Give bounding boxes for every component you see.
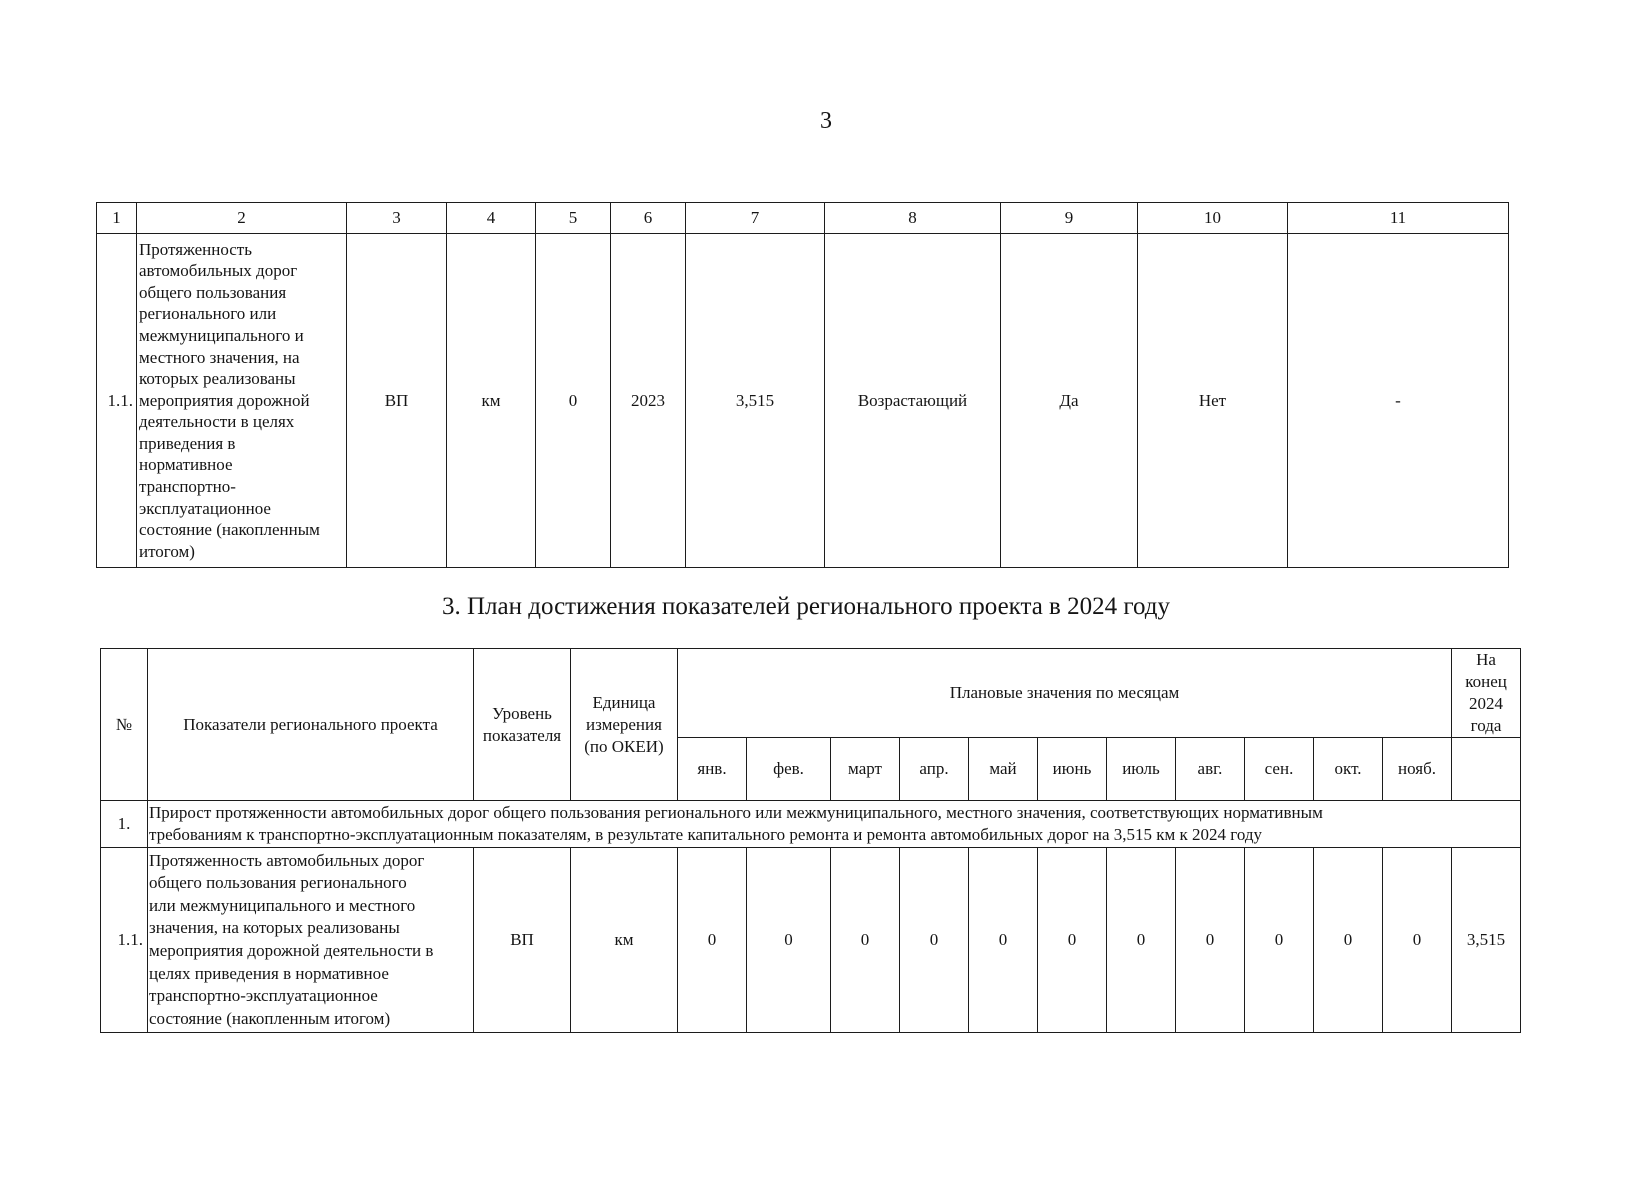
col-number: 8 <box>825 203 1001 234</box>
month-value: 0 <box>1314 848 1383 1033</box>
col-number: 2 <box>137 203 347 234</box>
month-value: 0 <box>1245 848 1314 1033</box>
col-number: 6 <box>611 203 686 234</box>
header-end-of-year: На конец 2024 года <box>1452 649 1521 738</box>
month-value: 0 <box>747 848 831 1033</box>
month-value: 0 <box>969 848 1038 1033</box>
unit: км <box>571 848 678 1033</box>
indicator-name: Протяженность автомобильных дорог общего пользования регионального или межмуниципального и местного значения, на которых реализованы мероприятия дорожной деятельности в целях приведения в нормативное транспортно-эксплуатационное состояние (накопленным итогом) <box>148 848 474 1033</box>
col-number: 1 <box>97 203 137 234</box>
month-value: 0 <box>1383 848 1452 1033</box>
col10-value: Нет <box>1138 234 1288 568</box>
month-header: июль <box>1107 738 1176 801</box>
month-value: 0 <box>1038 848 1107 1033</box>
month-value: 0 <box>900 848 969 1033</box>
target-value: 3,515 <box>686 234 825 568</box>
goal-text: Прирост протяженности автомобильных дорог общего пользования регионального или межмуниципального, местного значения, соответствующих нормативным требованиям к транспортно-эксплуатационным показателям, в результате капитального ремонта и ремонта автомобильных дорог на 3,515 км к 2024 году <box>148 801 1521 848</box>
col11-value: - <box>1288 234 1509 568</box>
month-header: май <box>969 738 1038 801</box>
month-header: июнь <box>1038 738 1107 801</box>
col-number: 10 <box>1138 203 1288 234</box>
header-unit: Единица измерения (по ОКЕИ) <box>571 649 678 801</box>
base-value: 0 <box>536 234 611 568</box>
month-header: фев. <box>747 738 831 801</box>
month-value: 0 <box>1176 848 1245 1033</box>
month-value: 0 <box>831 848 900 1033</box>
row-number: 1.1. <box>97 234 137 568</box>
table-row <box>97 234 1509 568</box>
month-value: 0 <box>678 848 747 1033</box>
col-number: 3 <box>347 203 447 234</box>
row-number: 1.1. <box>101 848 148 1033</box>
indicator-level: ВП <box>347 234 447 568</box>
month-header-empty <box>1452 738 1521 801</box>
col-number: 7 <box>686 203 825 234</box>
month-value: 0 <box>1107 848 1176 1033</box>
section-title: 3. План достижения показателей регионального проекта в 2024 году <box>441 593 1170 620</box>
col-number: 4 <box>447 203 536 234</box>
monthly-plan-table <box>100 648 1521 1033</box>
month-header: апр. <box>900 738 969 801</box>
goal-number: 1. <box>101 801 148 848</box>
indicator-passport-table <box>96 202 1509 568</box>
unit: км <box>447 234 536 568</box>
month-header: нояб. <box>1383 738 1452 801</box>
indicator-name: Протяженность автомобильных дорог общего пользования регионального или межмуниципального и местного значения, на которых реализованы мероприятия дорожной деятельности в целях приведения в нормативное транспортно- эксплуатационное состояние (накопленным итогом) <box>137 234 347 568</box>
end-of-year-value: 3,515 <box>1452 848 1521 1033</box>
base-year: 2023 <box>611 234 686 568</box>
col-number: 11 <box>1288 203 1509 234</box>
header-months-title: Плановые значения по месяцам <box>678 649 1452 738</box>
month-header: янв. <box>678 738 747 801</box>
table-row <box>101 848 1521 1033</box>
col9-value: Да <box>1001 234 1138 568</box>
indicator-level: ВП <box>474 848 571 1033</box>
header-level: Уровень показателя <box>474 649 571 801</box>
header-row <box>101 649 1521 738</box>
header-indicators: Показатели регионального проекта <box>148 649 474 801</box>
month-header: март <box>831 738 900 801</box>
col-number: 9 <box>1001 203 1138 234</box>
month-header: авг. <box>1176 738 1245 801</box>
column-number-row <box>97 203 1509 234</box>
trend: Возрастающий <box>825 234 1001 568</box>
page-number: 3 <box>820 108 832 134</box>
month-header: сен. <box>1245 738 1314 801</box>
col-number: 5 <box>536 203 611 234</box>
header-num: № <box>101 649 148 801</box>
month-header: окт. <box>1314 738 1383 801</box>
goal-row <box>101 801 1521 848</box>
